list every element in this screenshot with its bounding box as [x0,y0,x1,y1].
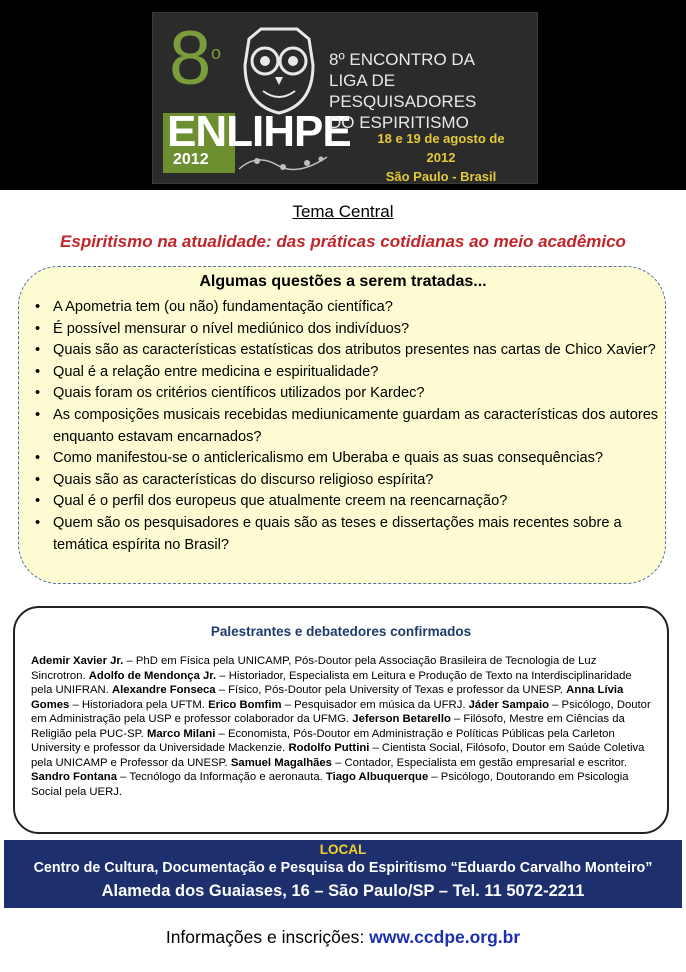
list-item: • Quem são os pesquisadores e quais são as teses e dissertações mais recentes sobre a temática espírita no Brasil? [31,513,661,556]
logo-year: 2012 [173,151,209,168]
logo-ordinal: o [211,43,222,63]
event-title-line1: 8º ENCONTRO DA [329,50,476,69]
event-title-line3: DO ESPIRITISMO [329,113,469,132]
event-location-line: São Paulo - Brasil [385,169,497,184]
questions-panel [18,266,666,584]
questions-title: Algumas questões a serem tratadas... [199,273,487,290]
venue-address: Alameda dos Guaiases, 16 – São Paulo/SP – Tel. 11 5072-2211 [101,882,585,900]
list-item: • Qual é o perfil dos europeus que atualmente creem na reencarnação? [31,491,661,513]
event-date [371,129,511,186]
list-item: • Quais foram os critérios científicos utilizados por Kardec? [31,383,661,405]
owl-icon [237,25,321,117]
speaker-desc: – Psicólogo, Doutor em Administração pela USP e professor colaborador da UFMG. [31,698,651,725]
list-item: • É possível mensurar o nível mediúnico dos indivíduos? [31,319,661,341]
list-item: • A Apometria tem (ou não) fundamentação científica? [31,297,661,319]
speaker-name: Erico Bomfim [208,698,282,711]
speaker-desc: – Pesquisador em música da UFRJ. [281,698,469,711]
speaker-desc: – PhD em Física pela UNICAMP, Pós-Doutor pela Associação Brasileira de Tecnologia de Luz Sincrotron. [31,655,597,682]
info-label: Informações e inscrições: [165,927,370,947]
website-link[interactable]: www.ccdpe.org.br [369,927,521,947]
logo-acronym: ENLIHPE [167,107,351,156]
event-date-line1: 18 e 19 de agosto de 2012 [377,131,505,165]
speaker-name: Samuel Magalhães [230,756,332,769]
list-item: • As composições musicais recebidas mediunicamente guardam as características dos autores enquanto estavam encarnados? [31,405,661,448]
speaker-name: Anna Lívia Gomes [31,684,624,711]
event-title-line2: LIGA DE PESQUISADORES [329,71,477,111]
list-item: • Quais são as características do discurso religioso espírita? [31,470,661,492]
speaker-name: Jeferson Betarello [352,713,451,725]
venue-label: LOCAL [319,842,367,857]
logo-number: 8 [169,16,212,101]
speaker-desc: – Contador, Especialista em gestão empresarial e escritor. [331,756,628,769]
speaker-desc: – Tecnólogo da Informação e aeronauta. [116,771,326,783]
speaker-desc: – Psicólogo, Doutorando em Psicologia Social pela UERJ. [31,771,629,798]
speaker-desc: – Economista, Pós-Doutor em Administração e Políticas Públicas pela Carleton University e professor da Universidade Mackenzie. [31,727,615,754]
venue-bar [4,840,682,908]
speaker-desc: – Físico, Pós-Doutor pela University of Texas e professor da UNESP. [215,684,567,696]
speaker-name: Tiago Albuquerque [325,771,429,783]
header-banner [0,0,686,190]
speaker-desc: – Historiador, Especialista em Leitura e Produção de Texto na Interdisciplinaridade pela UNIFRAN. [31,669,632,696]
speaker-name: Rodolfo Puttini [288,742,370,754]
event-title [329,49,537,133]
speaker-desc: – Historiadora pela UFTM. [69,698,209,711]
speaker-desc: – Filósofo, Mestre em Ciências da Religião pela PUC-SP. [31,713,625,740]
speakers-panel [13,606,669,834]
list-item: • Como manifestou-se o anticlericalismo em Uberaba e quais as suas consequências? [31,448,661,470]
theme-title: Espiritismo na atualidade: das práticas cotidianas ao meio acadêmico [60,232,626,251]
list-item: • Quais são as características estatísticas dos atributos presentes nas cartas de Chico Xavier? [31,340,661,362]
event-logo-panel [152,12,538,184]
speaker-name: Adolfo de Mendonça Jr. [88,669,217,682]
vine-decoration-icon [237,147,329,177]
questions-list [31,297,661,556]
speaker-desc: – Cientista Social, Filósofo, Doutor em Saúde Coletiva pela UNICAMP e Professor da UNESP. [31,742,645,769]
info-line [0,927,686,948]
theme-label: Tema Central [292,202,394,221]
speaker-name: Alexandre Fonseca [111,684,216,696]
speaker-name: Marco Milani [146,727,216,740]
speakers-title: Palestrantes e debatedores confirmados [210,624,472,639]
list-item: • Qual é a relação entre medicina e espiritualidade? [31,362,661,384]
speaker-name: Jáder Sampaio [468,698,549,711]
speaker-name: Ademir Xavier Jr. [31,655,124,667]
speakers-text [31,654,651,799]
speaker-name: Sandro Fontana [31,771,117,783]
venue-name: Centro de Cultura, Documentação e Pesquisa do Espiritismo “Eduardo Carvalho Monteiro” [33,860,653,876]
